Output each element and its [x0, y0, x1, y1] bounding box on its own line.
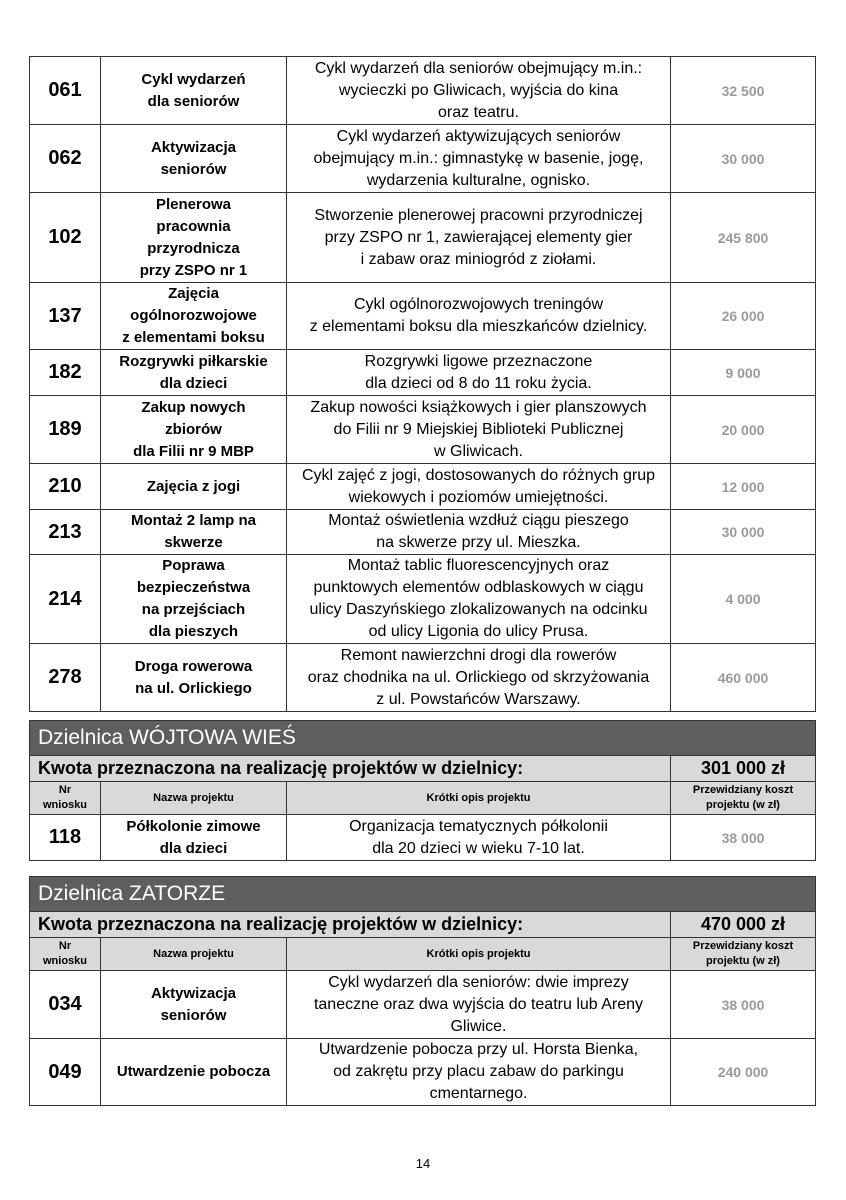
amount-value: 470 000 zł: [671, 912, 816, 938]
project-name: Zajęcia ogólnorozwojowe z elementami boksu: [101, 283, 287, 350]
project-cost: 245 800: [671, 193, 816, 283]
project-name: Droga rowerowa na ul. Orlickiego: [101, 644, 287, 712]
header-name: Nazwa projektu: [101, 782, 287, 815]
project-description: Rozgrywki ligowe przeznaczone dla dzieci od 8 do 11 roku życia.: [287, 350, 671, 396]
project-cost: 9 000: [671, 350, 816, 396]
project-number: 034: [30, 971, 101, 1039]
project-description: Cykl wydarzeń dla seniorów obejmujący m.in.: wycieczki po Gliwicach, wyjścia do kina oraz teatru.: [287, 57, 671, 125]
project-name: Poprawa bezpieczeństwa na przejściach dla pieszych: [101, 555, 287, 644]
project-cost: 26 000: [671, 283, 816, 350]
project-number: 278: [30, 644, 101, 712]
table-row: [30, 350, 816, 396]
header-nr: Nr wniosku: [30, 938, 101, 971]
project-number: 062: [30, 125, 101, 193]
page-number: 14: [415, 1156, 431, 1171]
project-name: Utwardzenie pobocza: [101, 1039, 287, 1106]
project-name: Półkolonie zimowe dla dzieci: [101, 815, 287, 861]
header-desc: Krótki opis projektu: [287, 782, 671, 815]
project-name: Montaż 2 lamp na skwerze: [101, 510, 287, 555]
project-cost: 20 000: [671, 396, 816, 464]
project-cost: 4 000: [671, 555, 816, 644]
project-cost: 38 000: [671, 815, 816, 861]
table-row: [30, 555, 816, 644]
project-name: Aktywizacja seniorów: [101, 971, 287, 1039]
section-wojtowa-wies: [29, 720, 816, 861]
projects-table: [29, 56, 816, 712]
amount-label: Kwota przeznaczona na realizację projektów w dzielnicy:: [30, 756, 671, 782]
project-description: Zakup nowości książkowych i gier planszowych do Filii nr 9 Miejskiej Biblioteki Publicznej w Gliwicach.: [287, 396, 671, 464]
section-zatorze: [29, 876, 816, 1106]
project-description: Cykl wydarzeń aktywizujących seniorów obejmujący m.in.: gimnastykę w basenie, jogę, wydarzenia kulturalne, ognisko.: [287, 125, 671, 193]
project-cost: 240 000: [671, 1039, 816, 1106]
project-cost: 12 000: [671, 464, 816, 510]
project-description: Utwardzenie pobocza przy ul. Horsta Bienka, od zakrętu przy placu zabaw do parkingu cmentarnego.: [287, 1039, 671, 1106]
table-row: [30, 644, 816, 712]
project-number: 102: [30, 193, 101, 283]
district-title: Dzielnica ZATORZE: [30, 877, 816, 912]
header-nr: Nr wniosku: [30, 782, 101, 815]
table-row: [30, 193, 816, 283]
project-name: Zakup nowych zbiorów dla Filii nr 9 MBP: [101, 396, 287, 464]
header-desc: Krótki opis projektu: [287, 938, 671, 971]
project-description: Organizacja tematycznych półkolonii dla 20 dzieci w wieku 7-10 lat.: [287, 815, 671, 861]
project-description: Montaż tablic fluorescencyjnych oraz punktowych elementów odblaskowych w ciągu ulicy Daszyńskiego zlokalizowanych na odcinku od ulicy Ligonia do ulicy Prusa.: [287, 555, 671, 644]
project-number: 213: [30, 510, 101, 555]
project-name: Cykl wydarzeń dla seniorów: [101, 57, 287, 125]
header-name: Nazwa projektu: [101, 938, 287, 971]
project-number: 210: [30, 464, 101, 510]
project-description: Stworzenie plenerowej pracowni przyrodniczej przy ZSPO nr 1, zawierającej elementy gier i zabaw oraz miniogród z ziołami.: [287, 193, 671, 283]
table-row: [30, 464, 816, 510]
project-name: Rozgrywki piłkarskie dla dzieci: [101, 350, 287, 396]
project-number: 182: [30, 350, 101, 396]
project-number: 214: [30, 555, 101, 644]
header-cost: Przewidziany koszt projektu (w zł): [671, 938, 816, 971]
project-cost: 38 000: [671, 971, 816, 1039]
project-number: 061: [30, 57, 101, 125]
table-row: [30, 57, 816, 125]
district-title: Dzielnica WÓJTOWA WIEŚ: [30, 721, 816, 756]
project-name: Zajęcia z jogi: [101, 464, 287, 510]
project-description: Cykl ogólnorozwojowych treningów z elementami boksu dla mieszkańców dzielnicy.: [287, 283, 671, 350]
project-name: Plenerowa pracownia przyrodnicza przy ZSPO nr 1: [101, 193, 287, 283]
table-row: [30, 510, 816, 555]
project-number: 189: [30, 396, 101, 464]
project-cost: 30 000: [671, 125, 816, 193]
header-cost: Przewidziany koszt projektu (w zł): [671, 782, 816, 815]
project-name: Aktywizacja seniorów: [101, 125, 287, 193]
project-cost: 460 000: [671, 644, 816, 712]
project-number: 049: [30, 1039, 101, 1106]
table-row: [30, 971, 816, 1039]
project-description: Remont nawierzchni drogi dla rowerów oraz chodnika na ul. Orlickiego od skrzyżowania z ul. Powstańców Warszawy.: [287, 644, 671, 712]
project-number: 118: [30, 815, 101, 861]
project-description: Montaż oświetlenia wzdłuż ciągu pieszego na skwerze przy ul. Mieszka.: [287, 510, 671, 555]
table-row: [30, 396, 816, 464]
amount-value: 301 000 zł: [671, 756, 816, 782]
project-cost: 30 000: [671, 510, 816, 555]
project-description: Cykl wydarzeń dla seniorów: dwie imprezy taneczne oraz dwa wyjścia do teatru lub Areny Gliwice.: [287, 971, 671, 1039]
table-row: [30, 125, 816, 193]
project-number: 137: [30, 283, 101, 350]
project-cost: 32 500: [671, 57, 816, 125]
project-description: Cykl zajęć z jogi, dostosowanych do różnych grup wiekowych i poziomów umiejętności.: [287, 464, 671, 510]
table-row: [30, 1039, 816, 1106]
amount-label: Kwota przeznaczona na realizację projektów w dzielnicy:: [30, 912, 671, 938]
table-row: [30, 283, 816, 350]
table-row: [30, 815, 816, 861]
